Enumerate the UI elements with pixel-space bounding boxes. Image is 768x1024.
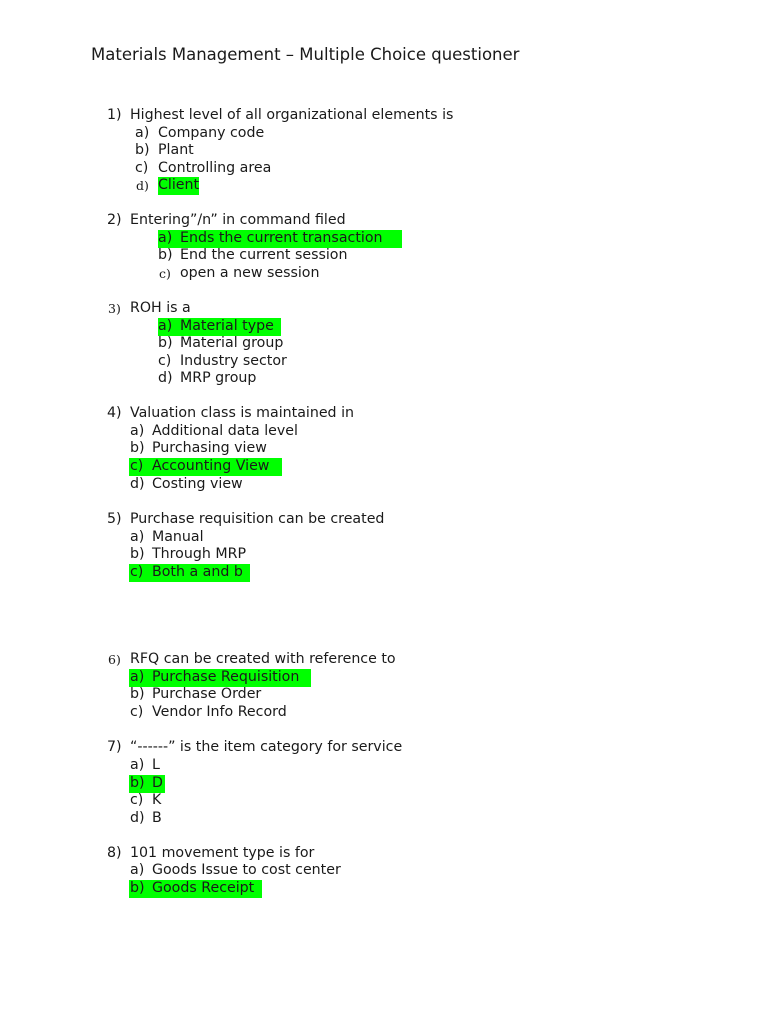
option-text: End the current session <box>180 247 348 263</box>
option-letter: d) <box>130 810 145 826</box>
option-4c-correct <box>129 458 282 476</box>
question-number: 7) <box>107 739 122 755</box>
question-text: Purchase requisition can be created <box>130 511 385 527</box>
option-letter: b) <box>135 142 150 158</box>
question-text: Entering”/n” in command filed <box>130 212 346 228</box>
option-letter: b) <box>130 546 145 562</box>
option-letter: a) <box>130 529 145 545</box>
highlighted-answer: D <box>152 775 163 791</box>
option-letter: c) <box>130 564 144 580</box>
option-letter: c) <box>130 704 144 720</box>
option-letter: a) <box>130 423 145 439</box>
question-text: 101 movement type is for <box>130 845 315 861</box>
highlighted-answer: Purchase Requisition <box>152 669 300 685</box>
option-letter: b) <box>130 775 145 791</box>
option-text: Through MRP <box>152 546 247 562</box>
option-text: B <box>152 810 162 826</box>
option-text: Costing view <box>152 476 243 492</box>
option-text: Plant <box>158 142 194 158</box>
option-text: Manual <box>152 529 204 545</box>
question-number: 5) <box>107 511 122 527</box>
option-letter: a) <box>158 318 173 334</box>
document-title: Materials Management – Multiple Choice questioner <box>91 45 520 64</box>
question-number: 6) <box>108 652 121 667</box>
highlighted-answer: Ends the current transaction <box>180 230 383 246</box>
option-text: Purchase Order <box>152 686 262 702</box>
option-letter: c) <box>135 160 149 176</box>
question-text: ROH is a <box>130 300 191 316</box>
option-letter: d) <box>136 178 149 193</box>
option-letter: a) <box>158 230 173 246</box>
option-text: Purchasing view <box>152 440 267 456</box>
option-letter: a) <box>130 669 145 685</box>
option-letter: c) <box>158 353 172 369</box>
highlighted-answer: Material type <box>180 318 274 334</box>
question-text: Highest level of all organizational elements is <box>130 107 454 123</box>
question-number: 3) <box>108 301 121 316</box>
option-letter: b) <box>158 335 173 351</box>
option-8b-correct <box>129 880 262 898</box>
option-letter: b) <box>158 247 173 263</box>
question-number: 8) <box>107 845 122 861</box>
highlighted-answer: Both a and b <box>152 564 243 580</box>
option-letter: b) <box>130 686 145 702</box>
option-text: Controlling area <box>158 160 272 176</box>
question-number: 2) <box>107 212 122 228</box>
option-text: Additional data level <box>152 423 298 439</box>
option-text: Vendor Info Record <box>152 704 287 720</box>
highlighted-answer: Client <box>158 177 200 193</box>
option-letter: d) <box>158 370 173 386</box>
question-text: “------” is the item category for service <box>130 739 403 755</box>
option-text: Company code <box>158 125 265 141</box>
option-text: Material group <box>180 335 284 351</box>
question-text: Valuation class is maintained in <box>130 405 354 421</box>
option-3a-correct <box>158 318 281 336</box>
option-6a-correct <box>129 669 311 687</box>
question-number: 4) <box>107 405 122 421</box>
option-5c-correct <box>129 564 250 582</box>
option-letter: c) <box>130 458 144 474</box>
option-text: open a new session <box>180 265 320 281</box>
option-text: MRP group <box>180 370 257 386</box>
highlighted-answer: Goods Receipt <box>152 880 255 896</box>
option-text: L <box>152 757 160 773</box>
option-letter: a) <box>135 125 150 141</box>
option-letter: a) <box>130 862 145 878</box>
question-number: 1) <box>107 107 122 123</box>
option-2a-correct <box>158 230 402 248</box>
question-text: RFQ can be created with reference to <box>130 651 396 667</box>
option-letter: b) <box>130 440 145 456</box>
highlighted-answer: Accounting View <box>152 458 270 474</box>
option-letter: d) <box>130 476 145 492</box>
option-letter: c) <box>130 792 144 808</box>
option-text: Industry sector <box>180 353 287 369</box>
option-letter: c) <box>159 266 171 281</box>
option-letter: b) <box>130 880 145 896</box>
option-7b-correct <box>129 775 165 793</box>
option-letter: a) <box>130 757 145 773</box>
option-text: K <box>152 792 162 808</box>
option-text: Goods Issue to cost center <box>152 862 341 878</box>
